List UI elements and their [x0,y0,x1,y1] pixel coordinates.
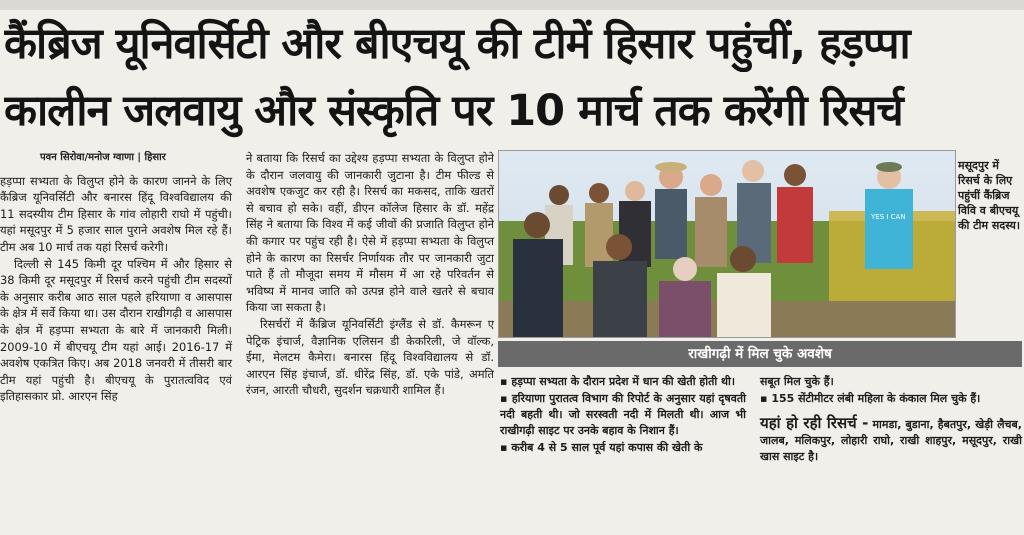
list-item-text: हरियाणा पुरातत्व विभाग की रिपोर्ट के अनुसार यहां दृषवती नदी बहती थी। जो सरस्वती नदी में मिलती थी। आज भी राखीगढ़ी साइट पर उनके बहाव के निशान हैं। [500,392,746,437]
bullet-icon: ▪ [500,392,508,405]
bullet-icon: ▪ [760,392,768,405]
column-1-paragraph-1: हड़प्पा सभ्यता के विलुप्त होने के कारण जानने के लिए कैंब्रिज यूनिवर्सिटी और बनारस हिंदू विश्वविद्यालय की 11 सदस्यीय टीम हिसार के गांव लोहारी राघो में पहुंची। यहां मसूदपुर में 5 हजार साल पुराने अवशेष मिल रहे हैं। टीम अब 10 मार्च तक यहां रिसर्च करेगी। [0,173,232,254]
article-column-1 [0,150,232,405]
bullet-icon: ▪ [500,441,508,454]
list-item-text: 155 सेंटीमीटर लंबी महिला के कंकाल मिल चुके हैं। [771,392,981,405]
list-item-text: करीब 4 से 5 साल पूर्व यहां कपास की खेती के [511,441,703,454]
list-item-text: हड़प्पा सभ्यता के दौरान प्रदेश में धान की खेती होती थी। [511,375,736,388]
team-photo [498,150,956,338]
photo-tshirt-text: YES I CAN [871,213,906,221]
bullet-column-left [500,374,746,457]
research-sites [760,415,1022,465]
list-item [500,440,746,456]
column-1-paragraph-2: दिल्ली से 145 किमी दूर पश्चिम में और हिसार से 38 किमी दूर मसूदपुर में रिसर्च करने पहुंची टीम सदस्यों के अनुसार करीब आठ साल पहले हरियाणा व आसपास के क्षेत्र में सर्वे किया था। उस दौरान राखीगढ़ी व आसपास के क्षेत्र में हड़प्पा सभ्यता के बारे में जानकारी मिली। 2009-10 में बीएचयू टीम यहां आई। 2016-17 में अवशेष एकत्रित किए। अब 2018 जनवरी में तीसरी बार टीम यहां पहुंची है। बीएचयू के पुरातत्वविद एवं इतिहासकार प्रो. आरएन सिंह [0,256,232,404]
column-2-paragraph-1: ने बताया कि रिसर्च का उद्देश्य हड़प्पा सभ्यता के विलुप्त होने के दौरान जलवायु की जानकारी जुटाना है। टीम फील्ड से अवशेष एकजुट कर रही है। रिसर्च का मकसद, ताकि खतरों से बचाव हो सके। वहीं, डीएन कॉलेज हिसार के डॉ. महेंद्र सिंह ने बताया कि विश्व में कई जीवों की प्रजाति विलुप्त होने की कगार पर पहुंच रही है। ऐसे में हड़प्पा सभ्यता के विलुप्त होने के कारण का रिसर्चर निर्णायक तौर पर जानकारी जुटा पाते हैं तो मौजूदा समय में मौसम में आ रहे परिवर्तन से भविष्य में मानव जाति को उत्पन्न होने वाले खतरे से बचाव किया जा सकता है। [246,151,494,315]
photo-caption: मसूदपुर में रिसर्च के लिए पहुंचीं कैंब्रिज विवि व बीएचयू की टीम सदस्य। [958,159,1021,232]
bullet-icon: ▪ [500,375,508,388]
column-2-paragraph-2: रिसर्चरों में कैंब्रिज यूनिवर्सिटी इंग्लैंड से डॉ. कैमरून ए पेट्रिक इंचार्ज, वैज्ञानिक एलिसन डी केकरिली, जे वॉल्क, ईमा, मेलटम कैमेरा। बनारस हिंदू विश्वविद्यालय से डॉ. आरएन सिंह इंचार्ज, डॉ. धीरेंद्र सिंह, डॉ. एके पांडे, अमति रंजन, आरती चौधरी, सुदर्शन चक्रधारी शामिल हैं। [246,316,494,398]
bullet-column-right [760,374,1022,466]
research-title: यहां हो रही रिसर्च - [760,414,869,432]
list-item [500,391,746,439]
list-item [500,374,746,390]
headline-line-2: कालीन जलवायु और संस्कृति पर 10 मार्च तक करेंगी रिसर्च [4,86,903,136]
list-item-continued: सबूत मिल चुके हैं। [760,375,834,388]
top-strip [0,0,1024,10]
article-column-2 [246,150,494,399]
subhead-bar: राखीगढ़ी में मिल चुके अवशेष [498,341,1022,367]
byline: पवन सिरोवा/मनोज ग्वाणा | हिसार [40,152,166,163]
research-text: मामडा, बुडाना, हैबतपुर, खेड़ी लैचब, जालब, मलिकपुर, लोहारी राघो, राखी शाहपुर, मसूदपुर, राखी खास साइट है। [760,418,1022,463]
list-item [760,391,1022,407]
headline-line-1: कैंब्रिज यूनिवर्सिटी और बीएचयू की टीमें हिसार पहुंचीं, हड़प्पा [4,19,910,69]
